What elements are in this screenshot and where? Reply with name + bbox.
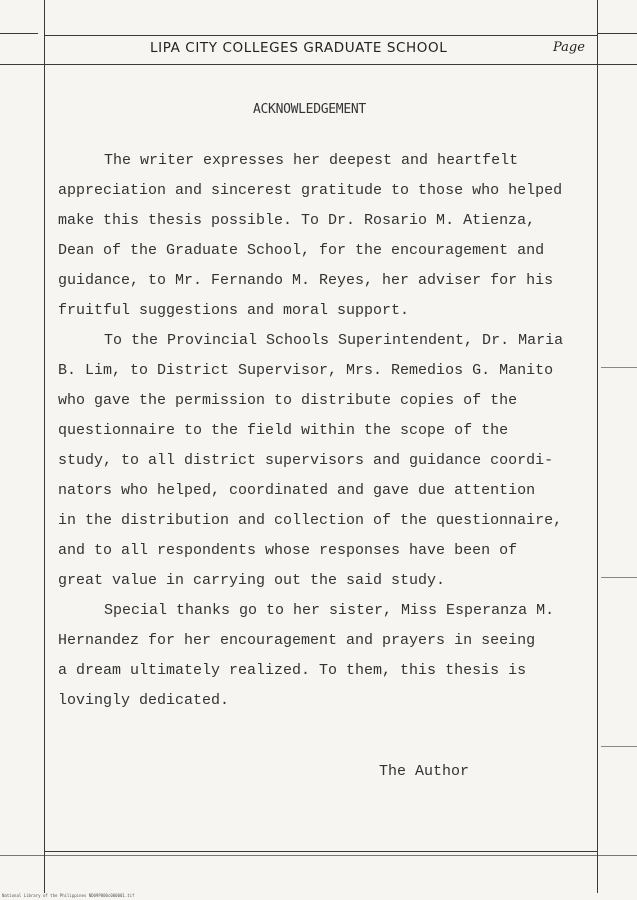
text-line: Hernandez for her encouragement and prayers in seeing	[58, 632, 536, 649]
left-margin-rule	[44, 0, 45, 893]
text-line: make this thesis possible. To Dr. Rosario M. Atienza,	[58, 212, 536, 229]
archive-footer-note: National Library of the Philippines ND09P000c000001.tif	[2, 893, 135, 898]
footer-rule-lower	[0, 855, 637, 856]
text-line: great value in carrying out the said study.	[58, 572, 446, 589]
margin-tick-right-1	[601, 367, 637, 368]
text-line: B. Lim, to District Supervisor, Mrs. Remedios G. Manito	[58, 362, 554, 379]
text-line: and to all respondents whose responses have been of	[58, 542, 518, 559]
top-rule-left	[0, 33, 38, 34]
institution-letterhead: LIPA CITY COLLEGES GRADUATE SCHOOL	[150, 40, 448, 56]
text-line: lovingly dedicated.	[58, 692, 230, 709]
text-line: guidance, to Mr. Fernando M. Reyes, her adviser for his	[58, 272, 554, 289]
header-top-rule	[45, 35, 597, 36]
footer-rule-upper	[45, 851, 597, 852]
text-line: fruitful suggestions and moral support.	[58, 302, 410, 319]
text-line: Special thanks go to her sister, Miss Esperanza M.	[104, 602, 555, 619]
top-rule-right	[598, 33, 637, 34]
text-line: Dean of the Graduate School, for the encouragement and	[58, 242, 545, 259]
text-line: who gave the permission to distribute copies of the	[58, 392, 518, 409]
text-line: in the distribution and collection of the questionnaire,	[58, 512, 563, 529]
acknowledgement-body	[58, 146, 588, 716]
text-line: appreciation and sincerest gratitude to those who helped	[58, 182, 563, 199]
text-line: a dream ultimately realized. To them, this thesis is	[58, 662, 527, 679]
page-title: ACKNOWLEDGEMENT	[253, 102, 366, 117]
signature: The Author	[379, 763, 470, 780]
right-margin-rule	[597, 0, 598, 893]
text-line: nators who helped, coordinated and gave due attention	[58, 482, 536, 499]
text-line: study, to all district supervisors and guidance coordi-	[58, 452, 554, 469]
page-label: Page	[553, 40, 585, 55]
header-bottom-rule	[0, 64, 637, 65]
margin-tick-right-2	[601, 577, 637, 578]
margin-tick-right-3	[601, 746, 637, 747]
text-line: To the Provincial Schools Superintendent, Dr. Maria	[104, 332, 564, 349]
text-line: The writer expresses her deepest and heartfelt	[104, 152, 519, 169]
text-line: questionnaire to the field within the scope of the	[58, 422, 509, 439]
